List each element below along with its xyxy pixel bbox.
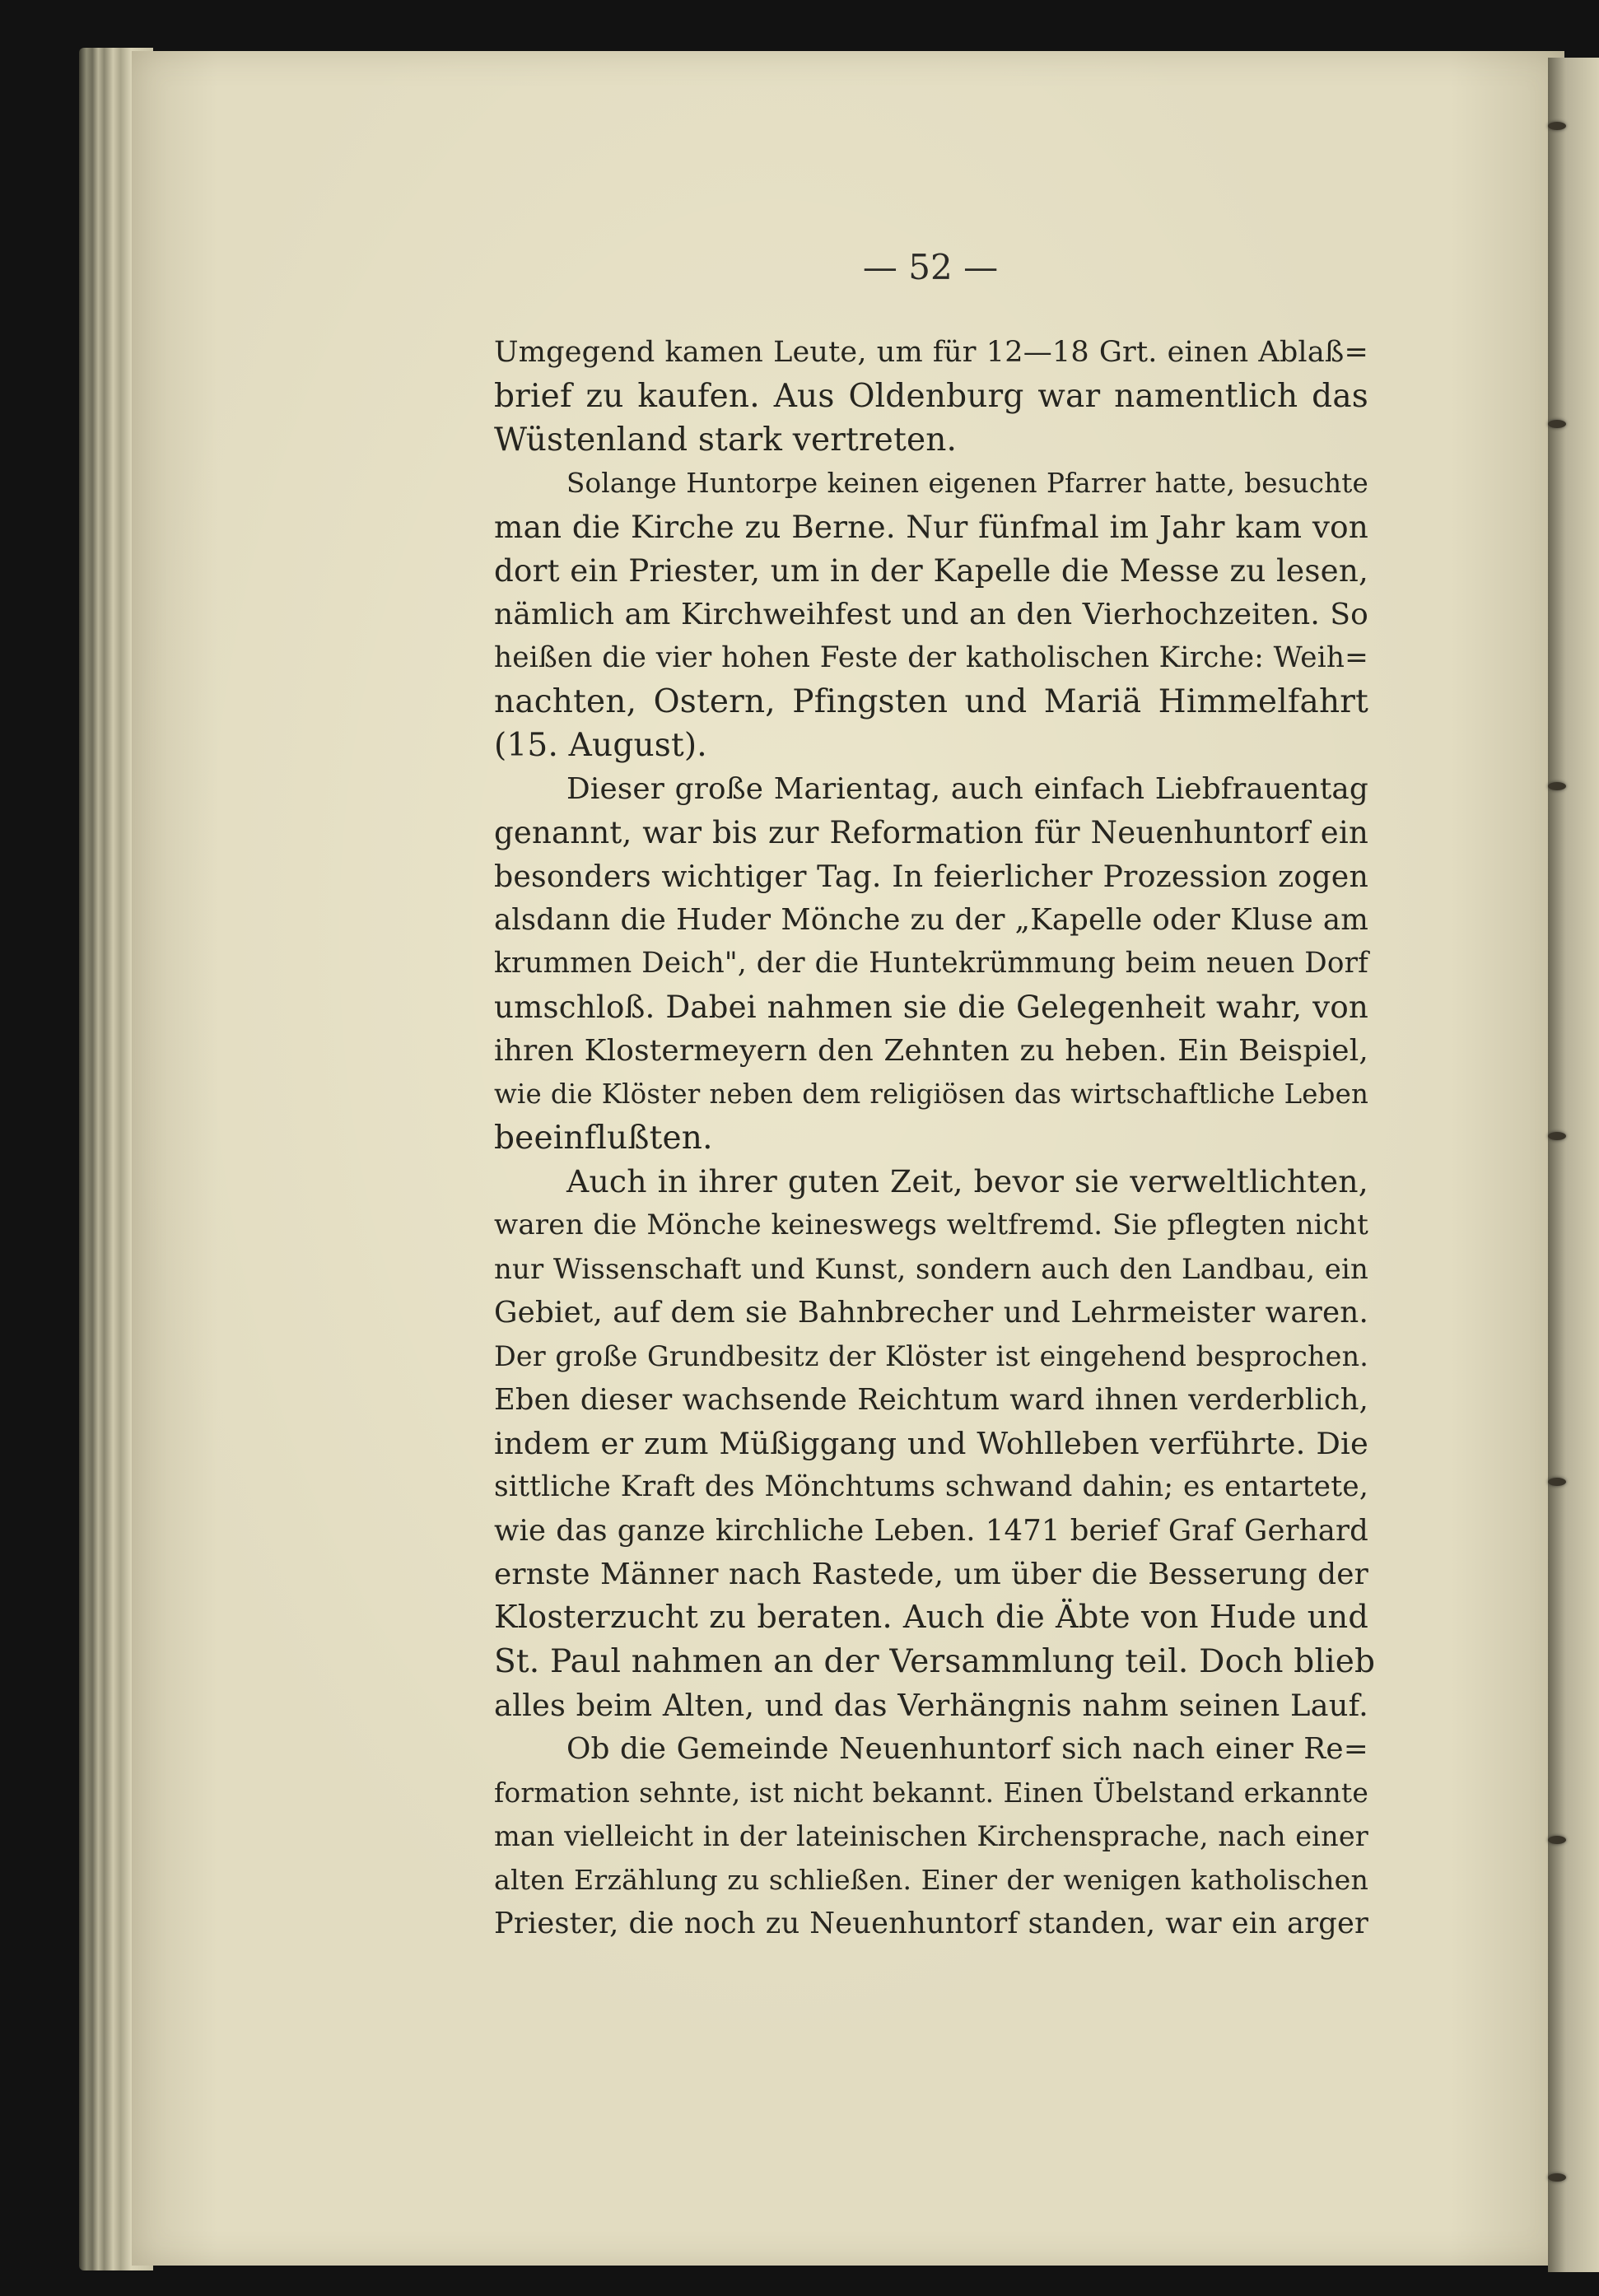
text-line: Eben dieser wachsende Reichtum ward ihnen verderblich, <box>494 1383 1368 1417</box>
text-line: Gebiet, auf dem sie Bahnbrecher und Lehrmeister waren. <box>494 1296 1368 1330</box>
text-line: sittliche Kraft des Mönchtums schwand dahin; es entartete, <box>494 1470 1368 1503</box>
binding-hole <box>1548 1132 1566 1140</box>
text-line: brief zu kaufen. Aus Oldenburg war namentlich das <box>494 378 1368 415</box>
text-line: Klosterzucht zu beraten. Auch die Äbte von Hude und <box>494 1600 1368 1636</box>
binding-hole <box>1548 1836 1566 1844</box>
text-line: ihren Klostermeyern den Zehnten zu heben. Ein Beispiel, <box>494 1034 1368 1068</box>
facing-page-edge <box>1548 58 1599 2272</box>
text-line: umschloß. Dabei nahmen sie die Gelegenheit wahr, von <box>494 990 1368 1025</box>
text-line: Der große Grundbesitz der Klöster ist eingehend besprochen. <box>494 1340 1368 1372</box>
text-line: formation sehnte, ist nicht bekannt. Einen Übelstand erkannte <box>494 1777 1368 1809</box>
text-line: Ob die Gemeinde Neuenhuntorf sich nach einer Re= <box>566 1732 1368 1766</box>
binding-hole <box>1548 2173 1566 2182</box>
page-number: — 52 — <box>862 247 999 287</box>
text-line: wie die Klöster neben dem religiösen das wirtschaftliche Leben <box>494 1078 1368 1110</box>
text-line: nachten, Ostern, Pfingsten und Mariä Himmelfahrt <box>494 683 1368 720</box>
text-line: waren die Mönche keineswegs weltfremd. Sie pflegten nicht <box>494 1209 1368 1241</box>
text-line: wie das ganze kirchliche Leben. 1471 berief Graf Gerhard <box>494 1514 1368 1548</box>
text-line: ernste Männer nach Rastede, um über die Besserung der <box>494 1558 1368 1591</box>
binding-hole <box>1548 782 1566 790</box>
text-line: Umgegend kamen Leute, um für 12—18 Grt. einen Ablaß= <box>494 336 1368 369</box>
binding-hole <box>1548 1478 1566 1486</box>
text-line: beeinflußten. <box>494 1120 713 1157</box>
text-line: nämlich am Kirchweihfest und an den Vierhochzeiten. So <box>494 598 1368 631</box>
text-line: krummen Deich", der die Huntekrümmung beim neuen Dorf <box>494 947 1368 980</box>
body-text <box>494 331 1376 1945</box>
binding-hole <box>1548 122 1566 130</box>
text-line: alten Erzählung zu schließen. Einer der wenigen katholischen <box>494 1864 1368 1896</box>
text-line: man die Kirche zu Berne. Nur fünfmal im Jahr kam von <box>494 509 1368 545</box>
text-line: St. Paul nahmen an der Versammlung teil. Doch blieb <box>494 1643 1376 1680</box>
text-line: Auch in ihrer guten Zeit, bevor sie verweltlichten, <box>566 1163 1368 1199</box>
text-line: besonders wichtiger Tag. In feierlicher Prozession zogen <box>494 859 1368 894</box>
text-line: alles beim Alten, und das Verhängnis nahm seinen Lauf. <box>494 1688 1368 1723</box>
text-line: man vielleicht in der lateinischen Kirchensprache, nach einer <box>494 1820 1368 1852</box>
text-line: Priester, die noch zu Neuenhuntorf standen, war ein arger <box>494 1907 1368 1940</box>
text-line: Solange Huntorpe keinen eigenen Pfarrer hatte, besuchte <box>566 468 1368 499</box>
text-line: alsdann die Huder Mönche zu der „Kapelle oder Kluse am <box>494 903 1368 937</box>
binding-hole <box>1548 420 1566 428</box>
text-line: genannt, war bis zur Reformation für Neuenhuntorf ein <box>494 815 1368 850</box>
text-line: indem er zum Müßiggang und Wohlleben verführte. Die <box>494 1426 1368 1461</box>
text-line: Wüstenland stark vertreten. <box>494 421 958 459</box>
text-line: dort ein Priester, um in der Kapelle die Messe zu lesen, <box>494 552 1368 589</box>
text-line: (15. August). <box>494 727 707 764</box>
text-line: Dieser große Marientag, auch einfach Liebfrauentag <box>566 772 1368 806</box>
text-line: nur Wissenschaft und Kunst, sondern auch den Landbau, ein <box>494 1253 1368 1285</box>
text-line: heißen die vier hohen Feste der katholischen Kirche: Weih= <box>494 641 1368 674</box>
